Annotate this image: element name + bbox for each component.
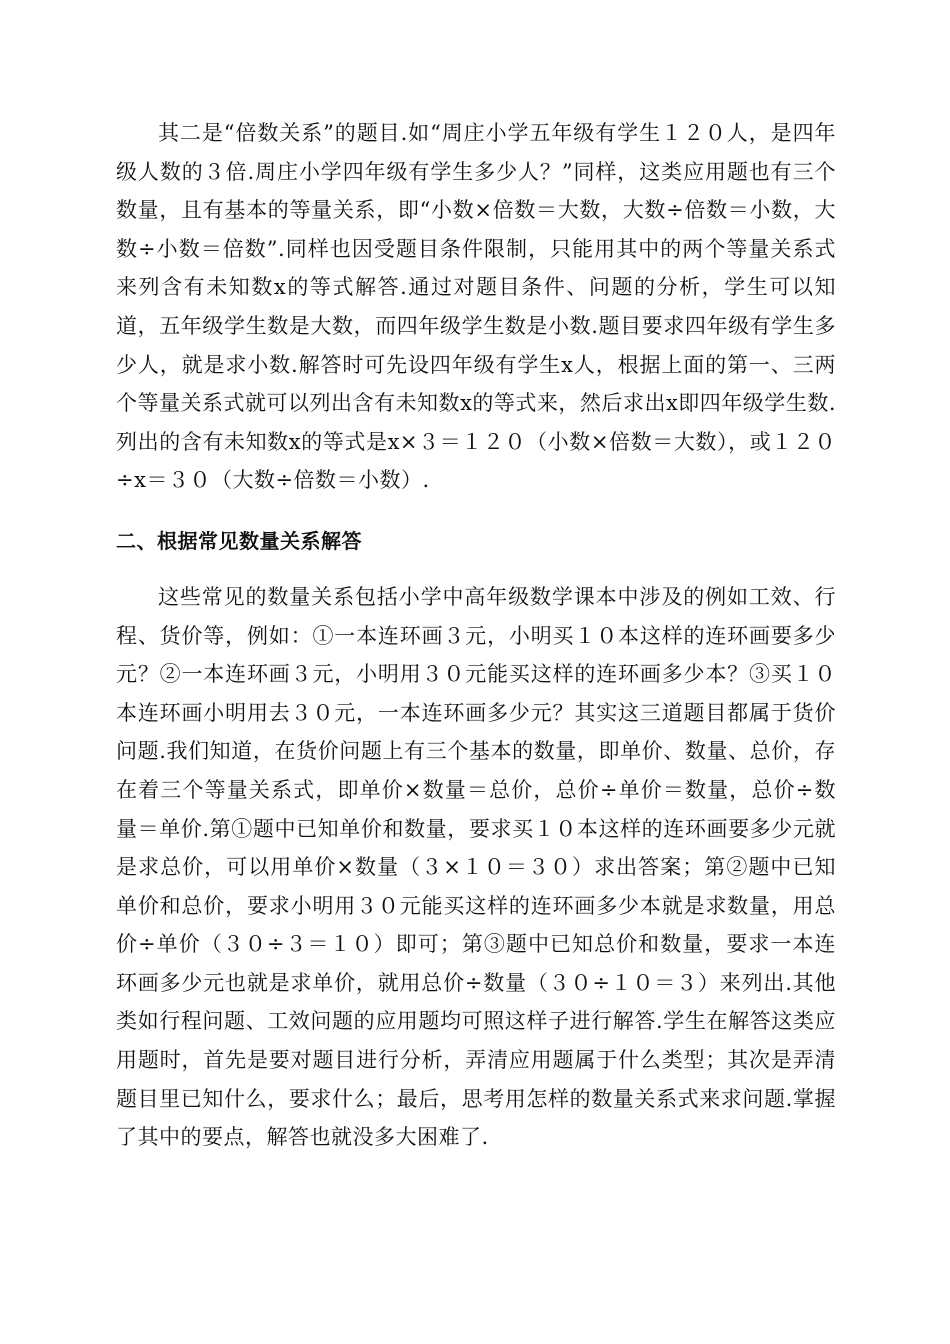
paragraph-common-quantity-relation: 这些常见的数量关系包括小学中高年级数学课本中涉及的例如工效、行程、货价等，例如：①一本连环画３元，小明买１０本这样的连环画要多少元？②一本连环画３元，小明用３０元能买这样的连环画多少本？③买１０本连环画小明用去３０元，一本连环画多少元？其实这三道题目都属于货价问题.我们知道，在货价问题上有三个基本的数量，即单价、数量、总价，存在着三个等量关系式，即单价×数量＝总价，总价÷单价＝数量，总价÷数量＝单价.第①题中已知单价和数量，要求买１０本这样的连环画要多少元就是求总价，可以用单价×数量（３×１０＝３０）求出答案；第②题中已知单价和总价，要求小明用３０元能买这样的连环画多少本就是求数量，用总价÷单价（３０÷３＝１０）即可；第③题中已知总价和数量，要求一本连环画多少元也就是求单价，就用总价÷数量（３０÷１０＝３）来列出.其他类如行程问题、工效问题的应用题均可照这样子进行解答.学生在解答这类应用题时，首先是要对题目进行分析，弄清应用题属于什么类型；其次是弄清题目里已知什么，要求什么；最后，思考用怎样的数量关系式来求问题.掌握了其中的要点，解答也就没多大困难了. (116, 584, 836, 1150)
document-page (116, 114, 836, 1157)
paragraph-multiple-relation: 其二是“倍数关系”的题目.如“周庄小学五年级有学生１２０人，是四年级人数的３倍.周庄小学四年级有学生多少人？”同样，这类应用题也有三个数量，且有基本的等量关系，即“小数×倍数＝大数，大数÷倍数＝小数，大数÷小数＝倍数”.同样也因受题目条件限制，只能用其中的两个等量关系式来列含有未知数x的等式解答.通过对题目条件、问题的分析，学生可以知道，五年级学生数是大数，而四年级学生数是小数.题目要求四年级有学生多少人，就是求小数.解答时可先设四年级有学生x人，根据上面的第一、三两个等量关系式就可以列出含有未知数x的等式来，然后求出x即四年级学生数.列出的含有未知数x的等式是x×３＝１２０（小数×倍数＝大数），或１２０÷x＝３０（大数÷倍数＝小数）. (116, 121, 836, 493)
section-heading: 二、根据常见数量关系解答 (116, 528, 362, 553)
